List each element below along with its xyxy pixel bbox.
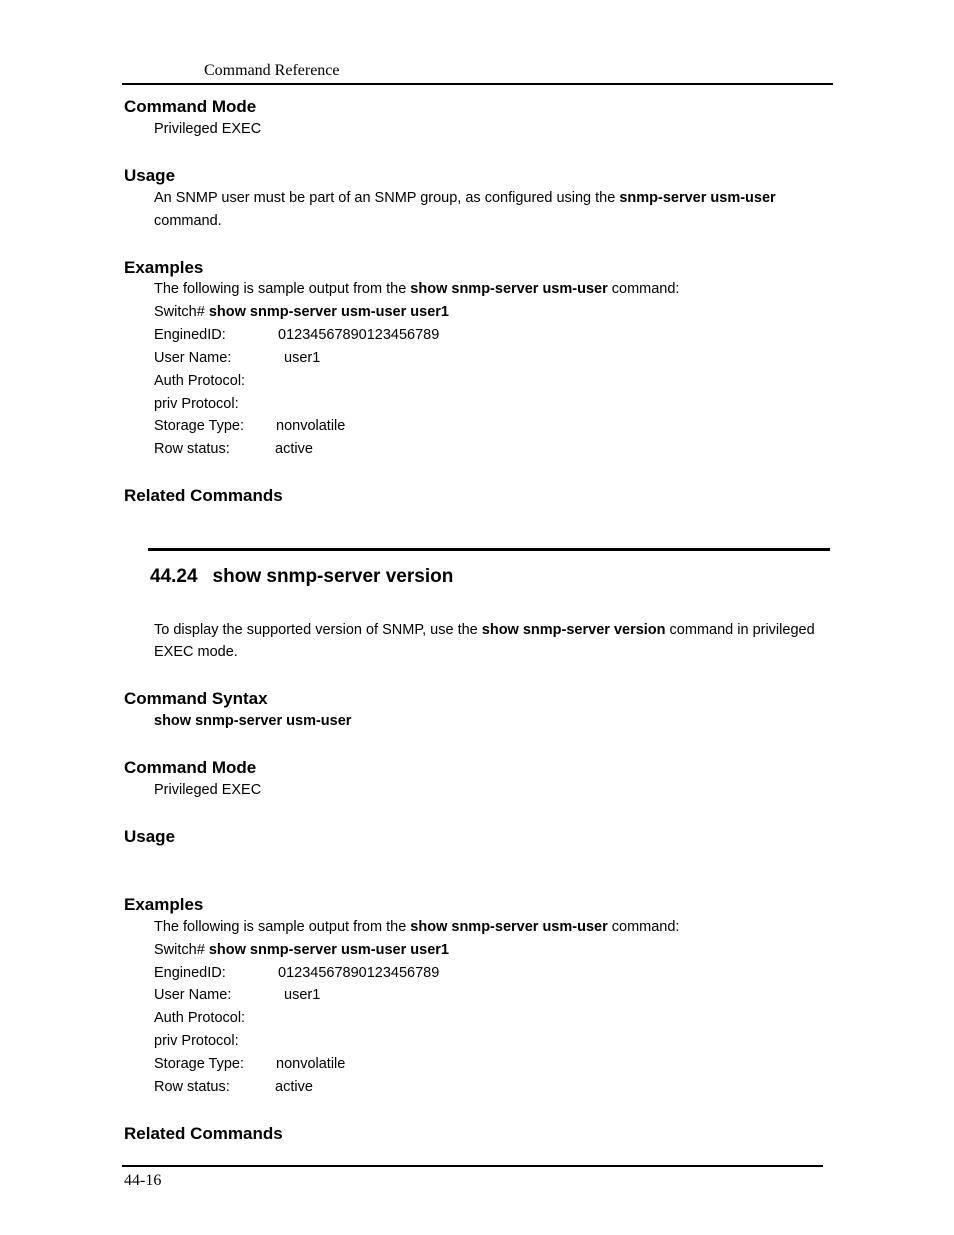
example-command: show snmp-server usm-user user1 xyxy=(208,942,449,958)
examples-heading: Examples xyxy=(124,258,204,277)
description-pre: To display the supported version of SNMP, use the xyxy=(154,622,482,638)
section-title-text: show snmp-server version xyxy=(212,566,454,587)
output-row-label: Storage Type: xyxy=(154,418,245,434)
output-row-label: User Name: xyxy=(154,987,232,1003)
command-mode-text: Privileged EXEC xyxy=(154,782,262,798)
usage-text-pre: An SNMP user must be part of an SNMP group, as configured using the xyxy=(154,190,620,206)
examples-intro xyxy=(154,281,679,297)
section-title xyxy=(150,566,453,588)
section-rule xyxy=(148,548,830,551)
command-mode-heading: Command Mode xyxy=(124,758,257,777)
page-number: 44-16 xyxy=(124,1172,162,1189)
examples-intro-command: show snmp-server usm-user xyxy=(410,919,608,935)
footer-rule xyxy=(122,1165,823,1167)
examples-intro-command: show snmp-server usm-user xyxy=(410,281,608,297)
switch-prompt: Switch# xyxy=(154,942,209,958)
examples-intro-post: command: xyxy=(607,919,680,935)
examples-intro-post: command: xyxy=(607,281,680,297)
output-row-label: EnginedID: xyxy=(154,327,226,343)
header-rule xyxy=(122,83,833,85)
output-row-label: Auth Protocol: xyxy=(154,1010,246,1026)
output-row-label: Row status: xyxy=(154,441,230,457)
output-row-value: active xyxy=(275,441,313,457)
output-row-value: user1 xyxy=(284,987,321,1003)
example-command-line xyxy=(154,942,449,958)
output-row-value: active xyxy=(275,1079,313,1095)
usage-text-command: snmp-server usm-user xyxy=(619,190,776,206)
section-description-line2: EXEC mode. xyxy=(154,644,238,660)
command-syntax-heading: Command Syntax xyxy=(124,689,268,708)
output-row-value: user1 xyxy=(284,350,321,366)
usage-heading: Usage xyxy=(124,827,176,846)
examples-heading: Examples xyxy=(124,895,204,914)
description-command: show snmp-server version xyxy=(481,622,666,638)
output-row-value: nonvolatile xyxy=(276,1056,346,1072)
command-mode-text: Privileged EXEC xyxy=(154,121,262,137)
output-row-value: nonvolatile xyxy=(276,418,346,434)
output-row-label: Storage Type: xyxy=(154,1056,245,1072)
usage-heading: Usage xyxy=(124,166,176,185)
output-row-label: EnginedID: xyxy=(154,965,226,981)
switch-prompt: Switch# xyxy=(154,304,209,320)
examples-intro xyxy=(154,919,679,935)
related-commands-heading: Related Commands xyxy=(124,1124,283,1143)
related-commands-heading: Related Commands xyxy=(124,486,283,505)
output-row-label: priv Protocol: xyxy=(154,1033,239,1049)
usage-text-line1 xyxy=(154,190,776,206)
example-command: show snmp-server usm-user user1 xyxy=(208,304,449,320)
examples-intro-pre: The following is sample output from the xyxy=(154,281,411,297)
output-row-label: Auth Protocol: xyxy=(154,373,246,389)
command-mode-heading: Command Mode xyxy=(124,97,257,116)
output-row-label: User Name: xyxy=(154,350,232,366)
section-description-line1 xyxy=(154,622,815,638)
output-row-label: Row status: xyxy=(154,1079,230,1095)
examples-intro-pre: The following is sample output from the xyxy=(154,919,411,935)
section-number: 44.24 xyxy=(150,566,198,587)
command-syntax-text: show snmp-server usm-user xyxy=(154,713,352,729)
running-header: Command Reference xyxy=(204,62,340,79)
output-row-label: priv Protocol: xyxy=(154,396,239,412)
description-post: command in privileged xyxy=(665,622,815,638)
usage-text-line2: command. xyxy=(154,213,222,229)
output-row-value: 01234567890123456789 xyxy=(278,327,440,343)
example-command-line xyxy=(154,304,449,320)
output-row-value: 01234567890123456789 xyxy=(278,965,440,981)
